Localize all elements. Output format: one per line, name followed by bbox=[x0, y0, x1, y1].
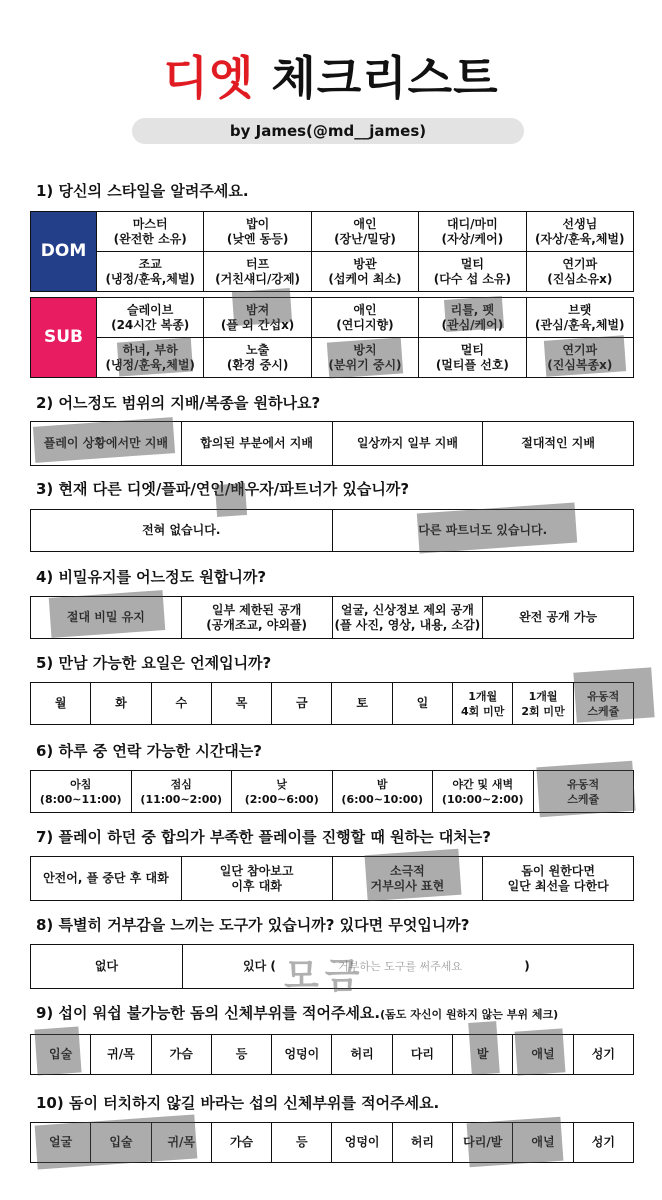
q4-option[interactable]: 일부 제한된 공개 (공개조교, 야외플) bbox=[181, 597, 332, 639]
q5-option[interactable]: 유동적 스케쥴 bbox=[573, 683, 633, 725]
q5-option[interactable]: 화 bbox=[91, 683, 151, 725]
sub-style-table bbox=[30, 297, 634, 378]
question-9-title bbox=[36, 1002, 558, 1026]
q4-option[interactable]: 완전 공개 가능 bbox=[483, 597, 634, 639]
sub-option-multi[interactable]: 멀티 (멀티플 선호) bbox=[419, 338, 526, 378]
q10-options-table bbox=[30, 1122, 634, 1163]
q10-option[interactable]: 얼굴 bbox=[31, 1123, 91, 1163]
q10-option[interactable]: 귀/목 bbox=[151, 1123, 211, 1163]
sub-option-maid[interactable]: 하녀, 부하 (냉정/훈육,체벌) bbox=[97, 338, 204, 378]
q6-options-table bbox=[30, 770, 634, 813]
q5-option[interactable]: 목 bbox=[211, 683, 271, 725]
title-red-part: 디엣 bbox=[163, 51, 255, 105]
q2-option[interactable]: 합의된 부분에서 지배 bbox=[181, 422, 332, 466]
q9-option[interactable]: 허리 bbox=[332, 1035, 392, 1075]
q8-tool-input[interactable]: 거부하는 도구를 써주세요 bbox=[338, 960, 462, 973]
q2-option[interactable]: 일상까지 일부 지배 bbox=[332, 422, 483, 466]
q9-option[interactable]: 발 bbox=[453, 1035, 513, 1075]
dom-tag: DOM bbox=[31, 212, 97, 292]
q3-option[interactable]: 다른 파트너도 있습니다. bbox=[332, 510, 634, 552]
q5-option[interactable]: 토 bbox=[332, 683, 392, 725]
q9-option[interactable]: 다리 bbox=[392, 1035, 452, 1075]
q10-option[interactable]: 애널 bbox=[513, 1123, 573, 1163]
q7-option[interactable]: 소극적 거부의사 표현 bbox=[332, 857, 483, 901]
q10-option[interactable]: 등 bbox=[272, 1123, 332, 1163]
dom-option-babi[interactable]: 밥이 (낮엔 동등) bbox=[204, 212, 311, 252]
q8-close-paren: ) bbox=[524, 959, 530, 973]
q9-options-table bbox=[30, 1034, 634, 1075]
q4-option[interactable]: 얼굴, 신상정보 제외 공개 (플 사진, 영상, 내용, 소감) bbox=[332, 597, 483, 639]
q6-option[interactable]: 유동적 스케쥴 bbox=[533, 771, 634, 813]
q8-option-none[interactable]: 없다 bbox=[31, 945, 183, 989]
dom-option-trainer[interactable]: 조교 (냉정/훈육,체벌) bbox=[97, 252, 204, 292]
dom-option-lover[interactable]: 애인 (장난/밀당) bbox=[311, 212, 418, 252]
sub-option-lover[interactable]: 애인 (연디지향) bbox=[311, 298, 418, 338]
q5-option[interactable]: 일 bbox=[392, 683, 452, 725]
dom-option-teacher[interactable]: 선생님 (자상/훈육,체벌) bbox=[526, 212, 633, 252]
q6-option[interactable]: 점심 (11:00~2:00) bbox=[131, 771, 232, 813]
question-7-title: 7) 플레이 하던 중 합의가 부족한 플레이를 진행할 때 원하는 대처는? bbox=[36, 828, 491, 846]
q9-option[interactable]: 귀/목 bbox=[91, 1035, 151, 1075]
title-black-part: 체크리스트 bbox=[271, 51, 499, 105]
question-9-text: 9) 섭이 워쉽 불가능한 돔의 신체부위를 적어주세요. bbox=[36, 1004, 381, 1022]
sub-tag: SUB bbox=[31, 298, 97, 378]
q10-option[interactable]: 입술 bbox=[91, 1123, 151, 1163]
q6-option[interactable]: 야간 및 새벽 (10:00~2:00) bbox=[433, 771, 534, 813]
watermark-stamp: 모금 bbox=[284, 956, 366, 997]
q10-option[interactable]: 가슴 bbox=[211, 1123, 271, 1163]
page-title bbox=[0, 48, 662, 108]
q7-options-table bbox=[30, 856, 634, 901]
sub-option-actor[interactable]: 연기파 (진심복종x) bbox=[526, 338, 633, 378]
q3-options-table bbox=[30, 509, 634, 552]
sub-option-brat[interactable]: 브랫 (관심/훈육,체벌) bbox=[526, 298, 633, 338]
dom-option-multi[interactable]: 멀티 (다수 섭 소유) bbox=[419, 252, 526, 292]
sub-option-neglect[interactable]: 방치 (분위기 중시) bbox=[311, 338, 418, 378]
sub-option-slave[interactable]: 슬레이브 (24시간 복종) bbox=[97, 298, 204, 338]
q4-option[interactable]: 절대 비밀 유지 bbox=[31, 597, 182, 639]
dom-option-daddy[interactable]: 대디/마미 (자상/케어) bbox=[419, 212, 526, 252]
q5-option[interactable]: 금 bbox=[272, 683, 332, 725]
question-1-title: 1) 당신의 스타일을 알려주세요. bbox=[36, 182, 249, 200]
q6-option[interactable]: 밤 (6:00~10:00) bbox=[332, 771, 433, 813]
sub-option-exposure[interactable]: 노출 (환경 중시) bbox=[204, 338, 311, 378]
question-10-title: 10) 돔이 터치하지 않길 바라는 섭의 신체부위를 적어주세요. bbox=[36, 1094, 440, 1112]
q9-option[interactable]: 엉덩이 bbox=[272, 1035, 332, 1075]
q2-option[interactable]: 절대적인 지배 bbox=[483, 422, 634, 466]
q10-option[interactable]: 허리 bbox=[392, 1123, 452, 1163]
q5-option[interactable]: 1개월 2회 미만 bbox=[513, 683, 573, 725]
q5-option[interactable]: 1개월 4회 미만 bbox=[453, 683, 513, 725]
question-5-title: 5) 만남 가능한 요일은 언제입니까? bbox=[36, 654, 272, 672]
question-8-title: 8) 특별히 거부감을 느끼는 도구가 있습니까? 있다면 무엇입니까? bbox=[36, 916, 470, 934]
q6-option[interactable]: 아침 (8:00~11:00) bbox=[31, 771, 132, 813]
q9-option[interactable]: 등 bbox=[211, 1035, 271, 1075]
dom-option-tough[interactable]: 터프 (거친섀디/강제) bbox=[204, 252, 311, 292]
q9-option[interactable]: 입술 bbox=[31, 1035, 91, 1075]
sub-option-bamjyeo[interactable]: 밤져 (플 외 간섭x) bbox=[204, 298, 311, 338]
sub-option-little-pet[interactable]: 리틀, 펫 (관심/케어) bbox=[419, 298, 526, 338]
q4-options-table bbox=[30, 596, 634, 639]
q10-option[interactable]: 다리/발 bbox=[453, 1123, 513, 1163]
q7-option[interactable]: 안전어, 플 중단 후 대화 bbox=[31, 857, 182, 901]
question-9-note: (돔도 자신이 원하지 않는 부위 체크) bbox=[380, 1008, 559, 1021]
question-6-title: 6) 하루 중 연락 가능한 시간대는? bbox=[36, 742, 262, 760]
q7-option[interactable]: 돔이 원한다면 일단 최선을 다한다 bbox=[483, 857, 634, 901]
byline-badge: by James(@md__james) bbox=[132, 118, 524, 144]
q5-row bbox=[31, 683, 634, 725]
dom-option-actor[interactable]: 연기파 (진심소유x) bbox=[526, 252, 633, 292]
q2-option[interactable]: 플레이 상황에서만 지배 bbox=[31, 422, 182, 466]
q5-option[interactable]: 수 bbox=[151, 683, 211, 725]
dom-style-table bbox=[30, 211, 634, 292]
q10-option[interactable]: 성기 bbox=[573, 1123, 633, 1163]
question-2-title: 2) 어느정도 범위의 지배/복종을 원하나요? bbox=[36, 394, 321, 412]
q5-options-table bbox=[30, 682, 634, 725]
q9-option[interactable]: 애널 bbox=[513, 1035, 573, 1075]
q10-option[interactable]: 엉덩이 bbox=[332, 1123, 392, 1163]
question-4-title: 4) 비밀유지를 어느정도 원합니까? bbox=[36, 568, 267, 586]
dom-option-master[interactable]: 마스터 (완전한 소유) bbox=[97, 212, 204, 252]
q3-option[interactable]: 전혀 없습니다. bbox=[31, 510, 333, 552]
question-3-title: 3) 현재 다른 디엣/플파/연인/배우자/파트너가 있습니까? bbox=[36, 480, 410, 498]
q2-options-table bbox=[30, 421, 634, 466]
q6-option[interactable]: 낮 (2:00~6:00) bbox=[232, 771, 333, 813]
q9-option[interactable]: 가슴 bbox=[151, 1035, 211, 1075]
q8-yes-label: 있다 ( bbox=[243, 959, 276, 973]
q5-option[interactable]: 월 bbox=[31, 683, 91, 725]
q8-option-yes[interactable] bbox=[183, 945, 634, 989]
dom-option-bystander[interactable]: 방관 (섭케어 최소) bbox=[311, 252, 418, 292]
q7-option[interactable]: 일단 참아보고 이후 대화 bbox=[181, 857, 332, 901]
q9-option[interactable]: 성기 bbox=[573, 1035, 633, 1075]
